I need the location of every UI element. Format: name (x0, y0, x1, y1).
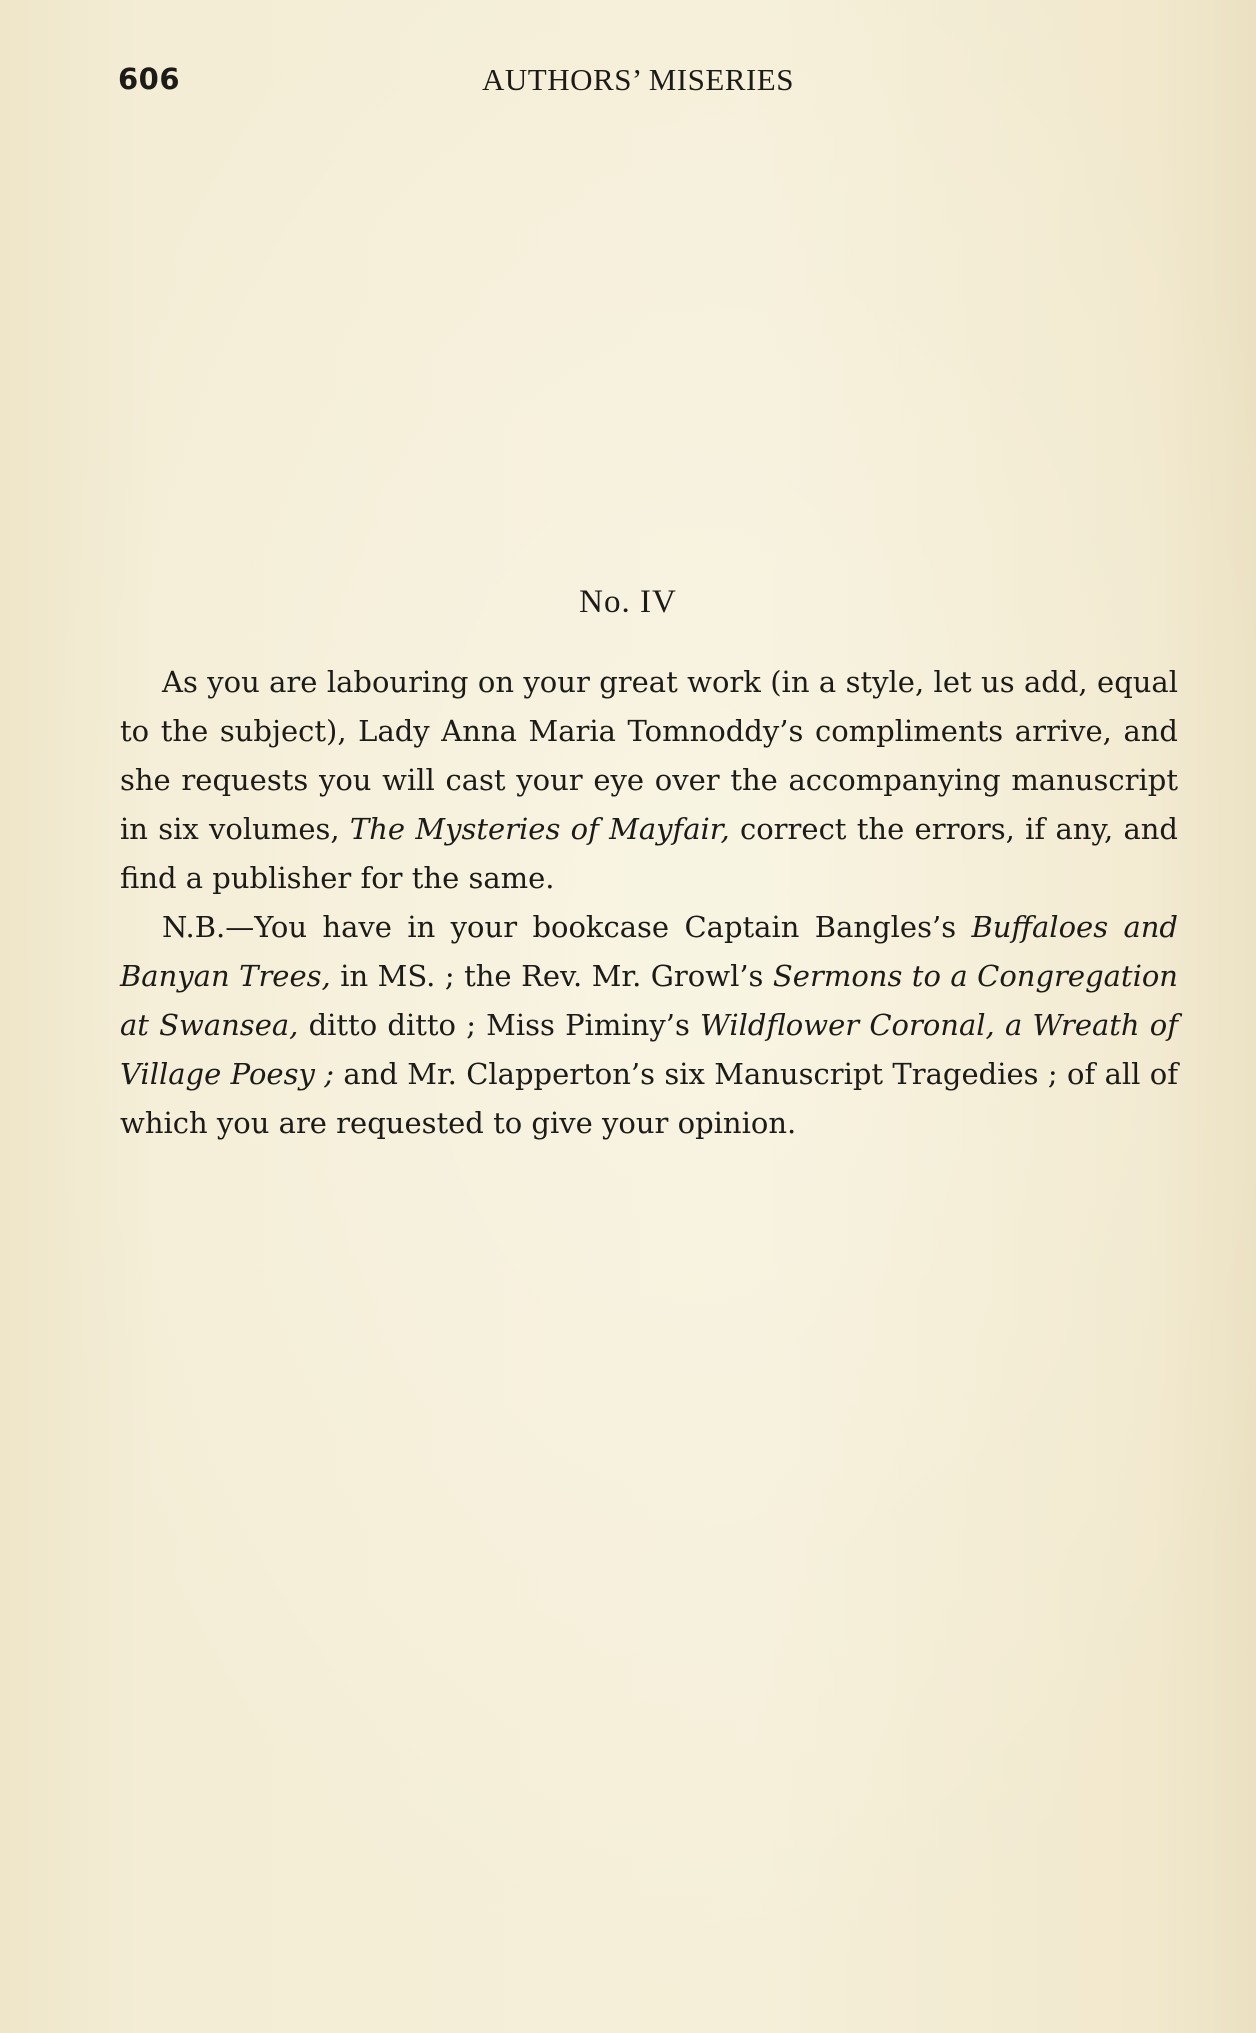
paragraph-2-text-1: N.B.—You have in your bookcase Captain Bangles’s (162, 910, 972, 944)
running-head (0, 62, 1256, 102)
paragraph-2-italic-title-3: Wildflower Coronal, a Wreath of Village Poesy ; (120, 1008, 1178, 1091)
paragraph-1-text-1: As you are labouring on your great work (in a style, let us add, equal to the subject), Lady Anna Maria Tomnoddy’s compliments arrive, and she requests you will cast your eye over the accompanying manuscript in six volumes, (120, 665, 1178, 846)
page-number: 606 (118, 62, 181, 96)
paragraph-2-text-3: ditto ditto ; Miss Piminy’s (298, 1008, 701, 1042)
body-text (120, 658, 1178, 1148)
paragraph-1 (120, 658, 1178, 903)
paragraph-2-text-2: in MS. ; the Rev. Mr. Growl’s (330, 959, 773, 993)
section-heading: No. IV (579, 584, 677, 620)
paragraph-2-text-4: and Mr. Clapperton’s six Manuscript Tragedies ; of all of which you are requested to give your opinion. (120, 1057, 1178, 1140)
paragraph-1-italic-title: The Mysteries of Mayfair, (349, 812, 730, 846)
paragraph-2-italic-title-2: Sermons to a Congregation at Swansea, (120, 959, 1178, 1042)
paragraph-2-italic-title-1: Buffaloes and Banyan Trees, (120, 910, 1178, 993)
running-title: AUTHORS’ MISERIES (482, 62, 794, 97)
paragraph-2 (120, 903, 1178, 1148)
paragraph-1-text-2: correct the errors, if any, and find a publisher for the same. (120, 812, 1178, 895)
